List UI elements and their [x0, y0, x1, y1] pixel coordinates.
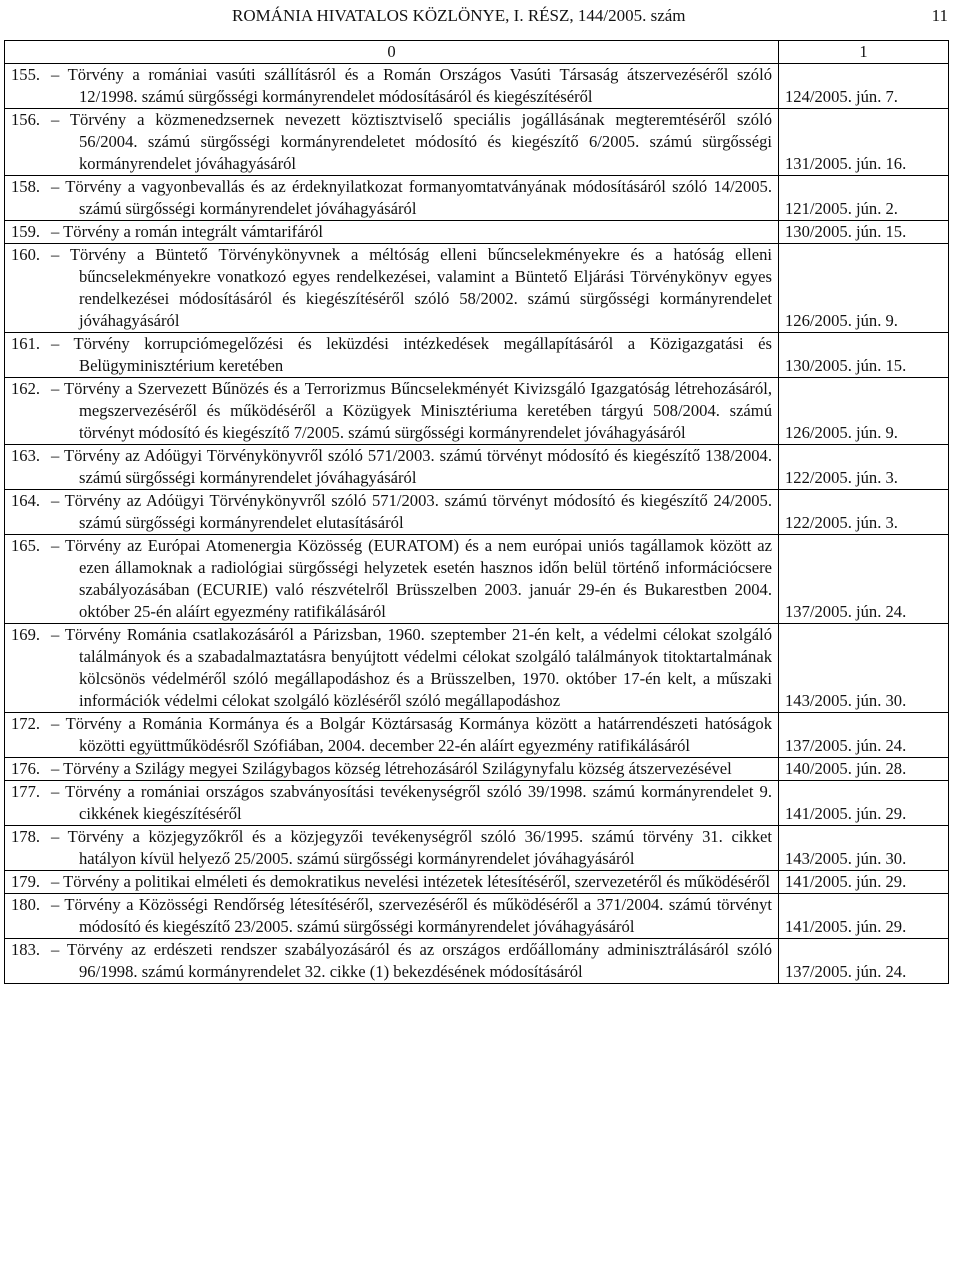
law-title-cell [5, 871, 779, 894]
table-row [5, 64, 949, 109]
law-entry [11, 826, 772, 870]
law-entry [11, 378, 772, 444]
gazette-reference: 121/2005. jún. 2. [779, 176, 949, 221]
law-title-cell [5, 939, 779, 984]
table-row [5, 758, 949, 781]
law-table [4, 40, 949, 984]
gazette-reference: 122/2005. jún. 3. [779, 490, 949, 535]
law-entry [11, 221, 772, 243]
law-entry [11, 939, 772, 983]
table-row [5, 535, 949, 624]
law-title-cell [5, 894, 779, 939]
law-entry [11, 109, 772, 175]
law-number: 158. [11, 177, 41, 196]
law-title: – Törvény a Szervezett Bűnözés és a Terrorizmus Bűncselekményét Kivizsgáló Igazgatóság létrehozásáról, megszervezéséről és működéséről a Közügyek Minisztériuma keretében tárgyú 508/2004. számú törvényt módosító és kiegészítő 7/2005. számú sürgősségi kormányrendelet jóváhagyásáról [51, 379, 772, 442]
table-row [5, 939, 949, 984]
gazette-reference: 141/2005. jún. 29. [779, 781, 949, 826]
law-title: – Törvény az Adóügyi Törvénykönyvről szóló 571/2003. számú törvényt módosító és kiegészítő 138/2004. számú sürgősségi kormányrendelet jóváhagyásáról [51, 446, 772, 487]
gazette-reference: 137/2005. jún. 24. [779, 713, 949, 758]
law-title: – Törvény a Szilágy megyei Szilágybagos község létrehozásáról Szilágynyfalu község átszervezésével [51, 759, 732, 778]
gazette-reference: 124/2005. jún. 7. [779, 64, 949, 109]
law-number: 176. [11, 759, 41, 778]
law-entry [11, 490, 772, 534]
page-number: 11 [931, 6, 948, 25]
table-row [5, 871, 949, 894]
gazette-reference: 141/2005. jún. 29. [779, 894, 949, 939]
table-row [5, 445, 949, 490]
law-entry [11, 176, 772, 220]
law-entry [11, 894, 772, 938]
law-entry [11, 445, 772, 489]
table-row [5, 894, 949, 939]
table-row [5, 826, 949, 871]
publication-title: ROMÁNIA HIVATALOS KÖZLÖNYE, I. RÉSZ, 144/2005. szám [232, 6, 686, 25]
law-number: 177. [11, 782, 41, 801]
law-entry [11, 333, 772, 377]
law-title: – Törvény az erdészeti rendszer szabályozásáról és az országos erdőállomány adminisztrálásáról szóló 96/1998. számú kormányrendelet 32. cikke (1) bekezdésének módosításáról [51, 940, 772, 981]
gazette-reference: 141/2005. jún. 29. [779, 871, 949, 894]
table-row [5, 490, 949, 535]
law-title: – Törvény a politikai elméleti és demokratikus nevelési intézetek létesítéséről, szervezetéről és működéséről [51, 872, 770, 891]
gazette-reference: 126/2005. jún. 9. [779, 378, 949, 445]
gazette-reference: 130/2005. jún. 15. [779, 221, 949, 244]
table-row [5, 781, 949, 826]
law-entry [11, 244, 772, 332]
law-title: – Törvény a Büntető Törvénykönyvnek a méltóság elleni bűncselekményekre és a hatóság elleni bűncselekményekre vonatkozó egyes rendelkezései, valamint a Büntető Eljárási Törvénykönyv egyes rendelkezései módosításáról és kiegészítéséről szóló 58/2002. számú sürgősségi kormányrendelet jóváhagyásáról [51, 245, 772, 330]
law-entry [11, 624, 772, 712]
law-title: – Törvény Románia csatlakozásáról a Párizsban, 1960. szeptember 21-én kelt, a védelmi célokat szolgáló találmányok és a szabadalmaztatásra benyújtott védelmi célokat szolgáló találmányok titoktartalmának kölcsönös védelméről szóló megállapodáshoz és a Brüsszelben, 1970. október 17-én kelt, a műszaki információk védelmi célokat szolgáló közléséről szóló megállapodáshoz [51, 625, 772, 710]
table-row [5, 624, 949, 713]
law-number: 155. [11, 65, 41, 84]
table-row [5, 221, 949, 244]
law-entry [11, 713, 772, 757]
law-title-cell [5, 109, 779, 176]
law-title: – Törvény a vagyonbevallás és az érdeknyilatkozat formanyomtatványának módosításáról szóló 14/2005. számú sürgősségi kormányrendelet jóváhagyásáról [51, 177, 772, 218]
law-title: – Törvény az Európai Atomenergia Közösség (EURATOM) és a nem európai uniós tagállamok között az ezen államoknak a radiológiai sürgősségi helyzetek esetén hasznos időn belül történő információcsere szabályozásában (ECURIE) való részvételről Brüsszelben 2003. január 29-én és Bukarestben 2004. október 25-én aláírt egyezmény ratifikálásáról [51, 536, 772, 621]
law-number: 165. [11, 536, 41, 555]
law-number: 178. [11, 827, 41, 846]
law-title-cell [5, 244, 779, 333]
law-number: 156. [11, 110, 41, 129]
gazette-reference: 143/2005. jún. 30. [779, 826, 949, 871]
law-title: – Törvény a közjegyzőkről és a közjegyzői tevékenységről szóló 36/1995. számú törvény 31. cikket hatályon kívül helyező 25/2005. számú sürgősségi kormányrendelet jóváhagyásáról [51, 827, 772, 868]
law-number: 179. [11, 872, 41, 891]
law-title: – Törvény a romániai országos szabványosítási tevékenységről szóló 39/1998. számú kormányrendelet 9. cikkének kiegészítéséről [51, 782, 772, 823]
law-number: 172. [11, 714, 41, 733]
law-number: 160. [11, 245, 41, 264]
table-row [5, 176, 949, 221]
gazette-reference: 137/2005. jún. 24. [779, 535, 949, 624]
law-number: 164. [11, 491, 41, 510]
gazette-reference: 122/2005. jún. 3. [779, 445, 949, 490]
law-title-cell [5, 490, 779, 535]
law-title-cell [5, 445, 779, 490]
law-title-cell [5, 176, 779, 221]
law-title: – Törvény a Közösségi Rendőrség létesítéséről, szervezéséről és működéséről a 371/2004. számú törvényt módosító és kiegészítő 23/2005. számú sürgősségi kormányrendelet jóváhagyásáról [51, 895, 772, 936]
page-header [0, 4, 960, 28]
law-title-cell [5, 64, 779, 109]
table-row [5, 244, 949, 333]
table-row [5, 378, 949, 445]
law-title-cell [5, 624, 779, 713]
law-title: – Törvény az Adóügyi Törvénykönyvről szóló 571/2003. számú törvényt módosító és kiegészítő 24/2005. számú sürgősségi kormányrendelet elutasításáról [51, 491, 772, 532]
table-row [5, 109, 949, 176]
law-title: – Törvény a romániai vasúti szállításról és a Román Országos Vasúti Társaság átszervezéséről szóló 12/1998. számú sürgősségi kormányrendelet módosításáról és kiegészítéséről [51, 65, 772, 106]
law-title-cell [5, 713, 779, 758]
gazette-reference: 131/2005. jún. 16. [779, 109, 949, 176]
law-number: 161. [11, 334, 41, 353]
gazette-reference: 137/2005. jún. 24. [779, 939, 949, 984]
table-row [5, 713, 949, 758]
law-title: – Törvény korrupciómegelőzési és leküzdési intézkedések megállapításáról a Közigazgatási és Belügyminisztérium keretében [51, 334, 772, 375]
law-title: – Törvény a román integrált vámtarifáról [51, 222, 324, 241]
law-number: 159. [11, 222, 41, 241]
law-title-cell [5, 221, 779, 244]
law-entry [11, 64, 772, 108]
law-entry [11, 758, 772, 780]
law-title-cell [5, 826, 779, 871]
column-index-0: 0 [5, 41, 779, 64]
law-entry [11, 871, 772, 893]
law-title-cell [5, 378, 779, 445]
law-number: 162. [11, 379, 41, 398]
law-number: 169. [11, 625, 41, 644]
column-index-1: 1 [779, 41, 949, 64]
table-row [5, 333, 949, 378]
law-title-cell [5, 333, 779, 378]
law-title-cell [5, 781, 779, 826]
gazette-reference: 140/2005. jún. 28. [779, 758, 949, 781]
law-title-cell [5, 535, 779, 624]
gazette-reference: 126/2005. jún. 9. [779, 244, 949, 333]
column-index-row [5, 41, 949, 64]
law-title: – Törvény a közmenedzsernek nevezett köztisztviselő speciális jogállásának megteremtéséről szóló 56/2004. számú sürgősségi kormányrendeletet módosító és kiegészítő 6/2005. számú sürgősségi kormányrendelet jóváhagyásáról [51, 110, 772, 173]
law-title: – Törvény a Románia Kormánya és a Bolgár Köztársaság Kormánya között a határrendészeti hatóságok közötti együttműködésről Szófiában, 2004. december 22-én aláírt egyezmény ratifikálásáról [51, 714, 772, 755]
gazette-reference: 130/2005. jún. 15. [779, 333, 949, 378]
law-entry [11, 781, 772, 825]
law-entry [11, 535, 772, 623]
gazette-reference: 143/2005. jún. 30. [779, 624, 949, 713]
law-number: 163. [11, 446, 41, 465]
law-number: 180. [11, 895, 41, 914]
law-title-cell [5, 758, 779, 781]
law-number: 183. [11, 940, 41, 959]
